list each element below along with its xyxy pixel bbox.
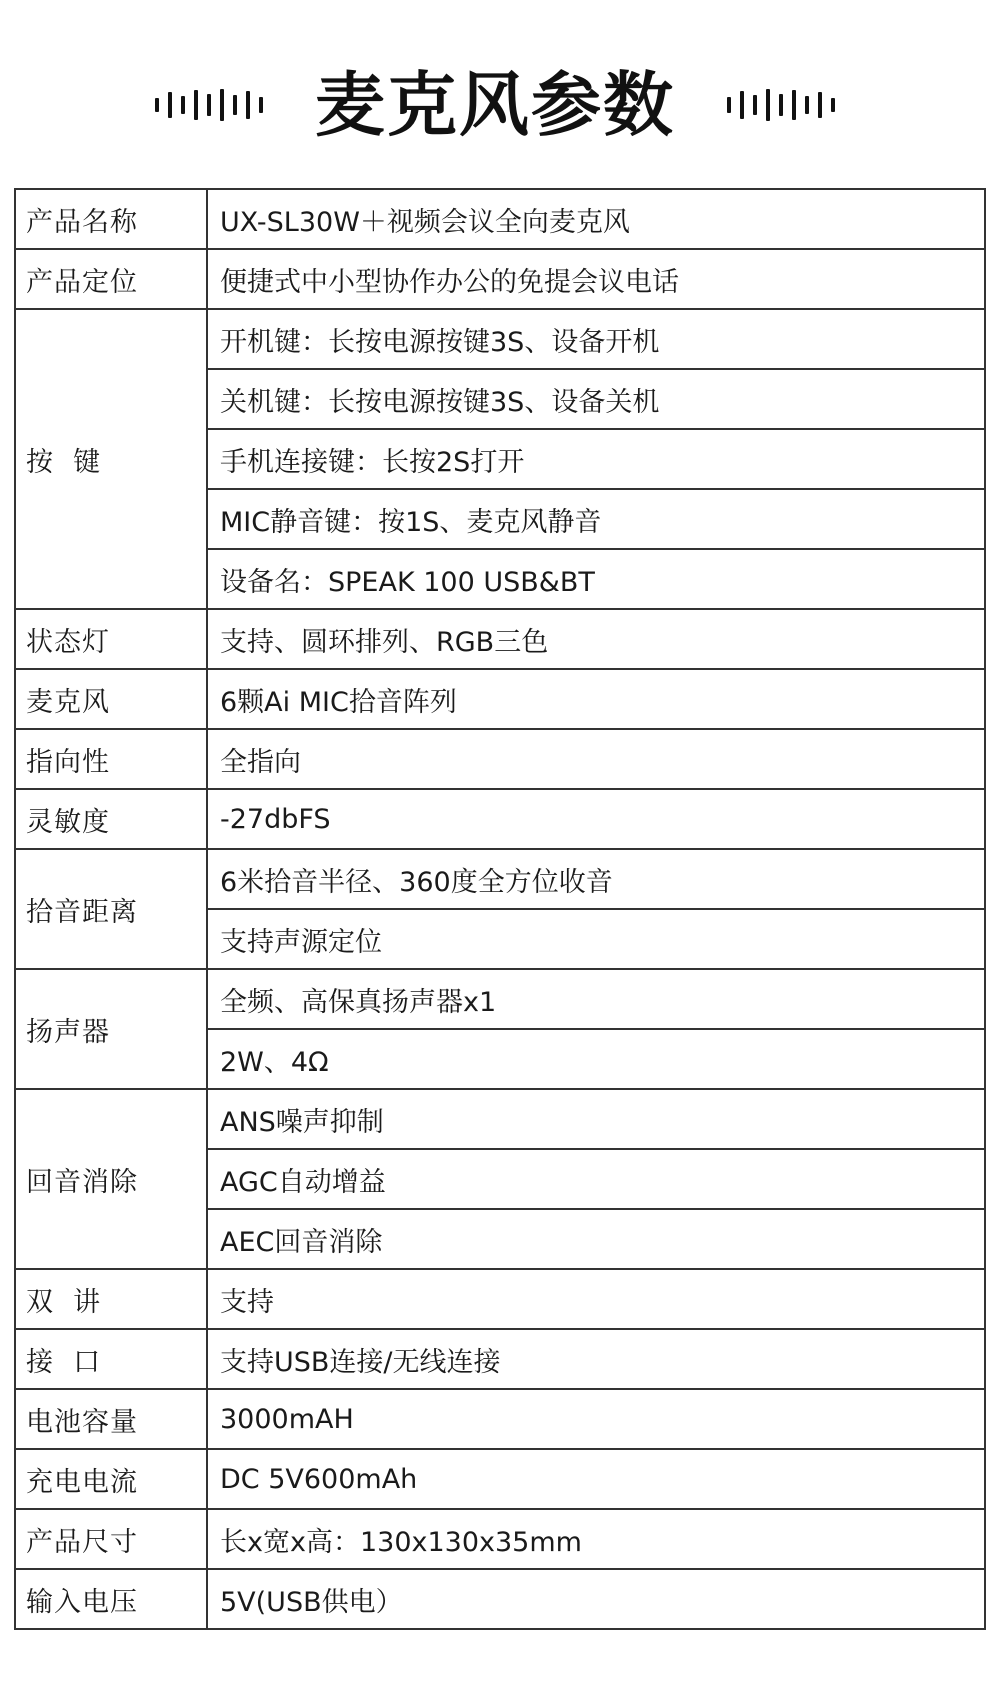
spec-row-speaker bbox=[15, 969, 985, 1029]
spec-value: 6米拾音半径、360度全方位收音 bbox=[207, 849, 985, 909]
spec-label: 灵敏度 bbox=[15, 789, 207, 849]
spec-value: UX-SL30W＋视频会议全向麦克风 bbox=[207, 189, 985, 249]
spec-label: 扬声器 bbox=[15, 969, 207, 1089]
spec-row-dimensions bbox=[15, 1509, 985, 1569]
spec-row-pickup-range bbox=[15, 849, 985, 909]
spec-label: 产品名称 bbox=[15, 189, 207, 249]
spec-row-sensitivity bbox=[15, 789, 985, 849]
spec-value: 6颗Ai MIC拾音阵列 bbox=[207, 669, 985, 729]
spec-row-echo-cancel bbox=[15, 1089, 985, 1149]
spec-label: 拾音距离 bbox=[15, 849, 207, 969]
spec-value: 关机键：长按电源按键3S、设备关机 bbox=[207, 369, 985, 429]
spec-table bbox=[14, 188, 986, 1630]
sound-wave-left-icon bbox=[155, 85, 263, 125]
spec-value: 支持、圆环排列、RGB三色 bbox=[207, 609, 985, 669]
spec-table-body bbox=[15, 189, 985, 1629]
page-header bbox=[0, 55, 990, 155]
spec-label: 麦克风 bbox=[15, 669, 207, 729]
spec-row-buttons bbox=[15, 309, 985, 369]
spec-row-duplex bbox=[15, 1269, 985, 1329]
spec-row-interface bbox=[15, 1329, 985, 1389]
spec-value: AEC回音消除 bbox=[207, 1209, 985, 1269]
spec-label: 产品定位 bbox=[15, 249, 207, 309]
spec-label: 回音消除 bbox=[15, 1089, 207, 1269]
spec-value: 设备名：SPEAK 100 USB&BT bbox=[207, 549, 985, 609]
spec-value: 长x宽x高：130x130x35mm bbox=[207, 1509, 985, 1569]
spec-value: 支持USB连接/无线连接 bbox=[207, 1329, 985, 1389]
spec-label: 电池容量 bbox=[15, 1389, 207, 1449]
spec-value: 2W、4Ω bbox=[207, 1029, 985, 1089]
spec-label: 状态灯 bbox=[15, 609, 207, 669]
spec-row-input-voltage bbox=[15, 1569, 985, 1629]
spec-label: 产品尺寸 bbox=[15, 1509, 207, 1569]
spec-value: 支持 bbox=[207, 1269, 985, 1329]
spec-row-directivity bbox=[15, 729, 985, 789]
spec-value: 便捷式中小型协作办公的免提会议电话 bbox=[207, 249, 985, 309]
spec-label: 指向性 bbox=[15, 729, 207, 789]
spec-value: AGC自动增益 bbox=[207, 1149, 985, 1209]
spec-label: 充电电流 bbox=[15, 1449, 207, 1509]
spec-value: DC 5V600mAh bbox=[207, 1449, 985, 1509]
spec-value: 支持声源定位 bbox=[207, 909, 985, 969]
spec-row-product-name bbox=[15, 189, 985, 249]
spec-label: 输入电压 bbox=[15, 1569, 207, 1629]
spec-row-status-light bbox=[15, 609, 985, 669]
spec-value: 5V(USB供电） bbox=[207, 1569, 985, 1629]
spec-label: 接 口 bbox=[15, 1329, 207, 1389]
spec-row-battery bbox=[15, 1389, 985, 1449]
spec-label: 双 讲 bbox=[15, 1269, 207, 1329]
spec-value: 全频、高保真扬声器x1 bbox=[207, 969, 985, 1029]
spec-value: 3000mAH bbox=[207, 1389, 985, 1449]
sound-wave-right-icon bbox=[727, 85, 835, 125]
spec-value: -27dbFS bbox=[207, 789, 985, 849]
page-title: 麦克风参数 bbox=[315, 64, 675, 146]
spec-row-positioning bbox=[15, 249, 985, 309]
spec-value: ANS噪声抑制 bbox=[207, 1089, 985, 1149]
spec-value: 手机连接键：长按2S打开 bbox=[207, 429, 985, 489]
spec-row-microphone bbox=[15, 669, 985, 729]
spec-value: 全指向 bbox=[207, 729, 985, 789]
spec-label: 按 键 bbox=[15, 309, 207, 609]
spec-row-charging-current bbox=[15, 1449, 985, 1509]
spec-value: 开机键：长按电源按键3S、设备开机 bbox=[207, 309, 985, 369]
spec-value: MIC静音键：按1S、麦克风静音 bbox=[207, 489, 985, 549]
